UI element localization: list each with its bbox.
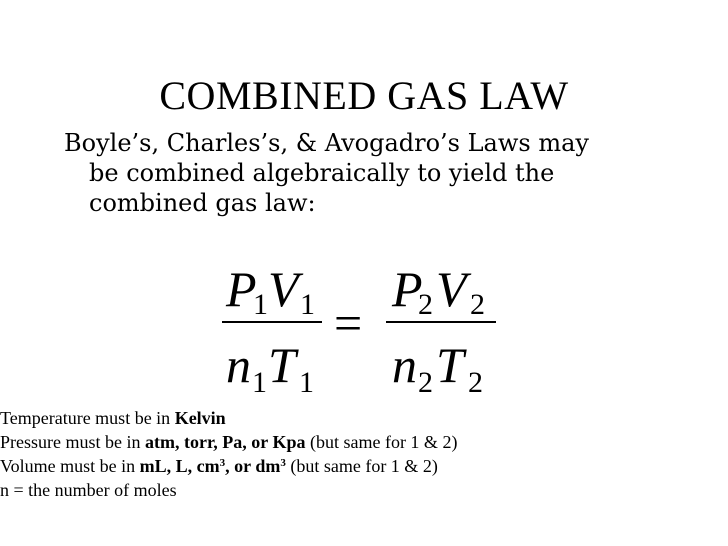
right-denominator-n: n <box>392 337 417 393</box>
right-numerator-p: P <box>392 261 423 317</box>
left-numerator-p-subscript: 1 <box>253 288 268 321</box>
left-denominator-n-subscript: 1 <box>252 366 267 399</box>
note-temperature-unit: Kelvin <box>174 408 226 428</box>
note-temperature-prefix: Temperature must be in <box>0 408 175 428</box>
note-volume-suffix: (but same for 1 & 2) <box>285 456 438 476</box>
equals-sign: = <box>334 295 363 351</box>
right-numerator-v: V <box>436 261 467 317</box>
unit-notes <box>0 406 728 502</box>
slide-title: COMBINED GAS LAW <box>159 73 569 118</box>
left-denominator-t: T <box>268 337 296 393</box>
right-denominator-n-subscript: 2 <box>418 366 433 399</box>
right-numerator-v-subscript: 2 <box>470 288 485 321</box>
left-denominator-t-subscript: 1 <box>299 366 314 399</box>
right-numerator-p-subscript: 2 <box>418 288 433 321</box>
left-numerator-v: V <box>268 261 299 317</box>
right-denominator-t: T <box>436 337 464 393</box>
note-pressure-suffix: (but same for 1 & 2) <box>305 432 458 452</box>
note-volume-superscript-2: 3 <box>280 457 286 469</box>
note-volume-prefix: Volume must be in <box>0 456 140 476</box>
note-volume <box>0 454 728 478</box>
note-pressure-prefix: Pressure must be in <box>0 432 145 452</box>
bullet-line-1: Boyle’s, Charles’s, & Avogadro’s Laws may <box>64 129 589 157</box>
note-moles: n = the number of moles <box>0 480 177 500</box>
note-volume-units-2: , or dm <box>225 456 281 476</box>
note-volume-units-1: mL, L, cm <box>139 456 220 476</box>
left-numerator-v-subscript: 1 <box>300 288 315 321</box>
right-denominator-t-subscript: 2 <box>468 366 483 399</box>
note-pressure-units: atm, torr, Pa, or Kpa <box>144 432 306 452</box>
note-pressure <box>0 430 728 454</box>
bullet-line-2: be combined algebraically to yield the <box>89 159 555 187</box>
left-numerator-p: P <box>226 261 257 317</box>
bullet-line-3: combined gas law: <box>89 189 316 217</box>
note-volume-superscript-1: 3 <box>219 457 226 469</box>
note-temperature <box>0 406 728 430</box>
left-denominator-n: n <box>226 337 251 393</box>
